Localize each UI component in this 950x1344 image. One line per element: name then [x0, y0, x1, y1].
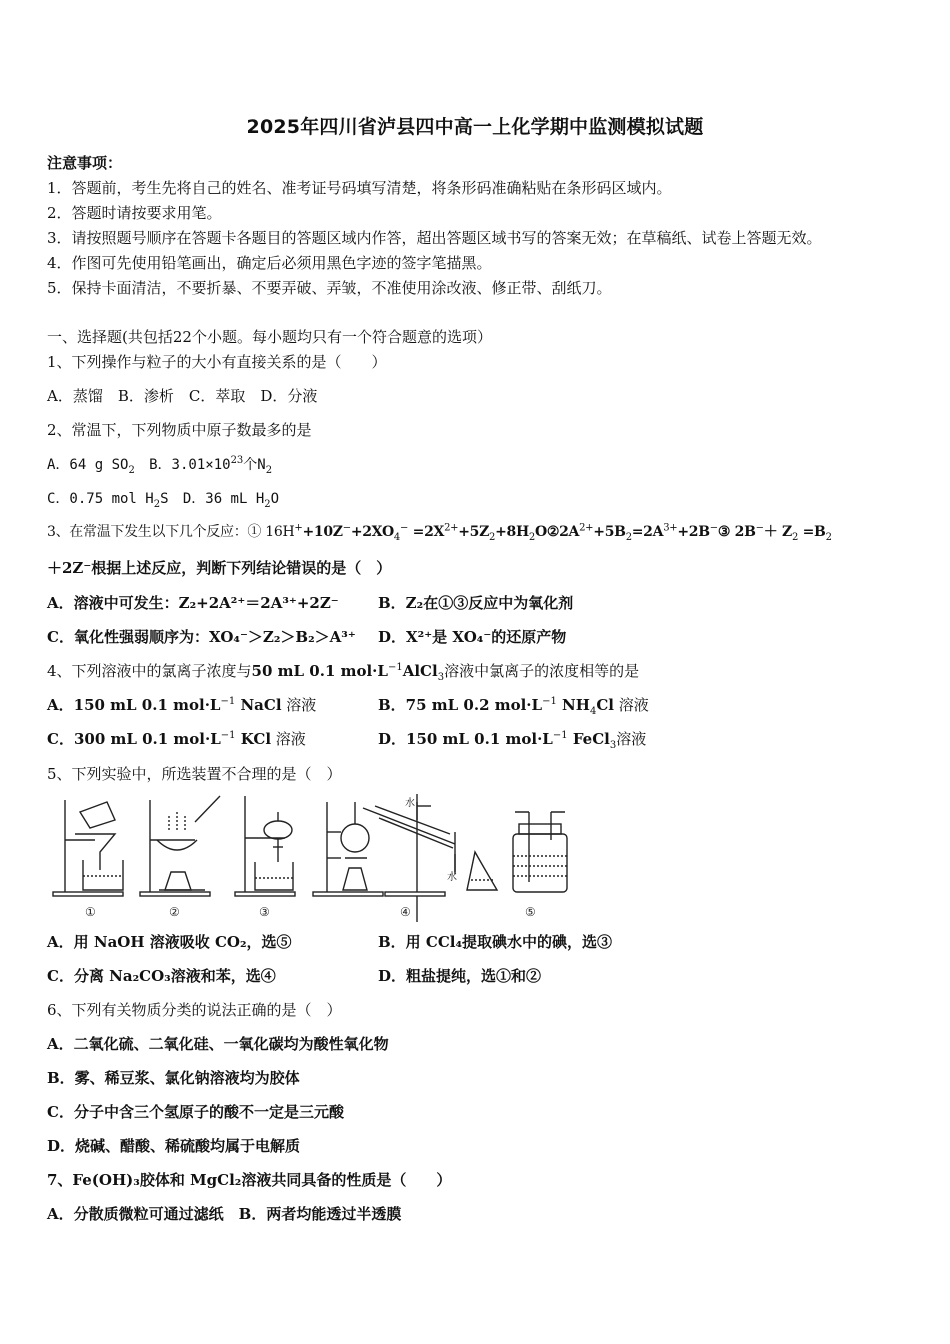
question-3-stem: 3、在常温下发生以下几个反应：① $16H^++10Z^-+2XO_4^-$ $=2X^{2+}+5Z_2+8H_2O②2A^{2+}+5B_2=2A^{3+}+2B^-③$ $2B^-+ Z_2 =B_2$ — [47, 522, 832, 543]
question-5-option-d: D．粗盐提纯，选①和② — [378, 967, 542, 985]
lab-apparatus-figure — [45, 792, 615, 924]
page-title: 2025年四川省泸县四中高一上化学期中监测模拟试题 — [246, 116, 704, 138]
apparatus-label: ④ — [400, 905, 411, 919]
water-out-label: 水 — [447, 872, 457, 883]
question-7-options: A．分散质微粒可通过滤纸 B．两者均能透过半透膜 — [47, 1205, 402, 1223]
apparatus-label: ① — [85, 905, 96, 919]
apparatus-4-distillation — [313, 794, 497, 922]
apparatus-5-gas-washing-bottle — [513, 812, 567, 892]
question-3-option-d: D．X²⁺是 XO₄⁻的还原产物 — [378, 628, 567, 646]
question-6-option-a: A．二氧化硫、二氧化硅、一氧化碳均为酸性氧化物 — [47, 1035, 389, 1053]
question-3-stem-cont: ＋2Z⁻根据上述反应，判断下列结论错误的是（ ） — [47, 559, 392, 577]
question-4-stem: 4、下列溶液中的氯离子浓度与50 mL 0.1 $mol\cdot L^{-1}AlCl_3$溶液中氯离子的浓度相等的是 — [47, 662, 640, 683]
question-2-options-ab: A．64 g $SO_2$ B．$3.01\times 10^{23}$个$N_2$ — [47, 455, 273, 476]
notice-item: 2．答题时请按要求用笔。 — [47, 204, 222, 222]
question-4-option-d: D．150 mL 0.1 $mol\cdot L^{-1}$ FeCl$_3$溶液 — [378, 730, 647, 751]
question-6-stem: 6、下列有关物质分类的说法正确的是（ ） — [47, 1001, 342, 1019]
section-heading: 一、选择题(共包括22个小题。每小题均只有一个符合题意的选项） — [47, 328, 492, 346]
question-7-stem: 7、Fe(OH)₃胶体和 MgCl₂溶液共同具备的性质是（ ） — [47, 1171, 452, 1189]
question-5-option-b: B．用 CCl₄提取碘水中的碘，选③ — [378, 933, 613, 951]
apparatus-1-filtration — [53, 800, 123, 896]
option-c: C．0.75 mol H — [47, 491, 154, 507]
question-5-option-c: C．分离 Na₂CO₃溶液和苯，选④ — [47, 967, 276, 985]
apparatus-3-separatory-funnel — [235, 796, 295, 896]
notice-item: 5．保持卡面清洁，不要折暴、不要弄破、弄皱，不准使用涂改液、修正带、刮纸刀。 — [47, 279, 612, 297]
apparatus-label: ③ — [259, 905, 270, 919]
water-in-label: 水 — [405, 798, 415, 809]
notice-item: 1．答题前，考生先将自己的姓名、准考证号码填写清楚，将条形码准确粘贴在条形码区域内。 — [47, 179, 672, 197]
question-3-option-b: B．Z₂在①③反应中为氧化剂 — [378, 594, 574, 612]
question-5-option-a: A．用 NaOH 溶液吸收 CO₂，选⑤ — [47, 933, 292, 951]
option-d: D．36 mL H — [182, 491, 265, 507]
question-3-option-c: C．氧化性强弱顺序为：XO₄⁻＞Z₂＞B₂＞A³⁺ — [47, 628, 356, 646]
option-b: B．3.01×10 — [149, 457, 231, 473]
question-2-stem: 2、常温下，下列物质中原子数最多的是 — [47, 421, 312, 439]
question-6-option-b: B．雾、稀豆浆、氯化钠溶液均为胶体 — [47, 1069, 300, 1087]
question-6-option-c: C．分子中含三个氢原子的酸不一定是三元酸 — [47, 1103, 344, 1121]
question-5-stem: 5、下列实验中，所选装置不合理的是（ ） — [47, 765, 342, 783]
notice-item: 3．请按照题号顺序在答题卡各题目的答题区域内作答，超出答题区域书写的答案无效；在草稿纸、试卷上答题无效。 — [47, 229, 822, 247]
question-2-options-cd: C．0.75 mol $H_2S$ D．36 mL $H_2O$ — [47, 491, 280, 510]
apparatus-label: ⑤ — [525, 905, 536, 919]
apparatus-2-evaporation — [140, 796, 220, 896]
question-1-options: A．蒸馏 B．渗析 C．萃取 D．分液 — [47, 387, 318, 405]
option-a: A．64 g SO — [47, 457, 129, 473]
question-6-option-d: D．烧碱、醋酸、稀硫酸均属于电解质 — [47, 1137, 301, 1155]
question-3-option-a: A．溶液中可发生：Z₂+2A²⁺＝2A³⁺+2Z⁻ — [47, 594, 339, 612]
question-4-option-c: C．300 mL 0.1 $mol\cdot L^{-1}$ KCl 溶液 — [47, 730, 306, 748]
question-1-stem: 1、下列操作与粒子的大小有直接关系的是（ ） — [47, 353, 387, 371]
question-4-option-a: A．150 mL 0.1 $mol\cdot L^{-1}$ NaCl 溶液 — [47, 696, 317, 714]
notice-heading: 注意事项： — [47, 154, 123, 172]
apparatus-label: ② — [169, 905, 180, 919]
question-4-option-b: B．75 mL 0.2 $mol\cdot L^{-1}$ $NH_4Cl$ 溶液 — [378, 696, 649, 717]
notice-item: 4．作图可先使用铅笔画出，确定后必须用黑色字迹的签字笔描黑。 — [47, 254, 492, 272]
